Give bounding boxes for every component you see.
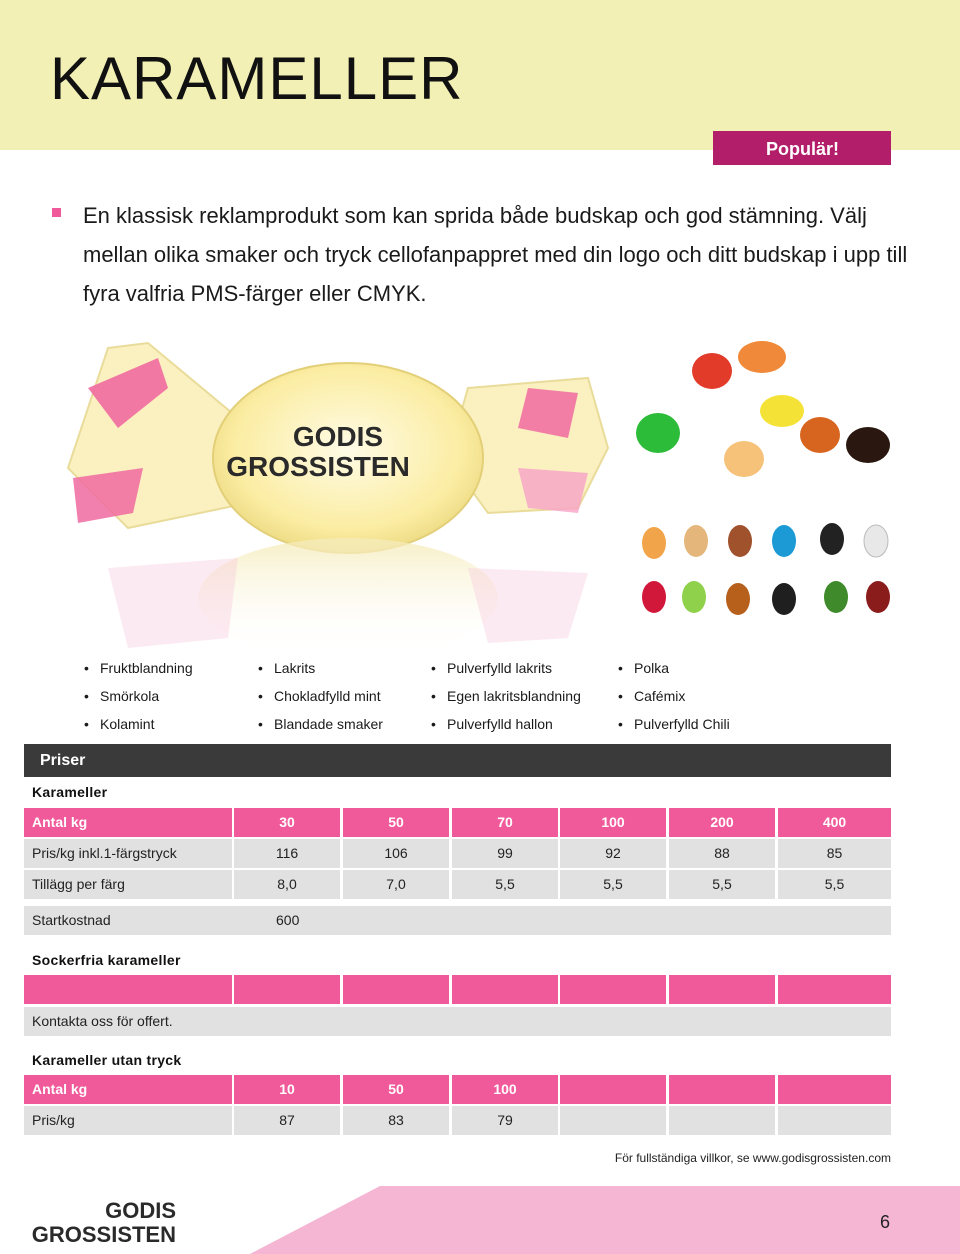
table-row <box>24 839 891 868</box>
table-cell: Antal kg <box>24 1075 232 1104</box>
table-cell: 200 <box>669 808 775 837</box>
table-cell: Antal kg <box>24 808 232 837</box>
table-header-row <box>24 975 891 1004</box>
table-cell: 5,5 <box>778 870 891 899</box>
flavor-item: • Lakrits <box>258 660 315 676</box>
table-cell <box>234 975 340 1004</box>
page-title: KARAMELLER <box>50 45 464 112</box>
table-row <box>24 1007 891 1036</box>
table-cell <box>24 975 232 1004</box>
table-cell <box>560 1075 666 1104</box>
table-cell: 100 <box>452 1075 558 1104</box>
table-cell <box>778 975 891 1004</box>
flavor-item: • Fruktblandning <box>84 660 193 676</box>
table-cell: 87 <box>234 1106 340 1135</box>
square-bullet-icon <box>52 208 61 217</box>
flavor-item: • Pulverfylld Chili <box>618 716 730 732</box>
table-row <box>24 870 891 899</box>
popular-badge-label: Populär! <box>765 139 839 159</box>
table-cell: 100 <box>560 808 666 837</box>
table-cell: Pris/kg <box>24 1106 232 1135</box>
terms-footnote: För fullständiga villkor, se www.godisgrossisten.com <box>614 1151 891 1165</box>
table-cell <box>343 975 449 1004</box>
godisgrossisten-logo <box>26 1198 176 1246</box>
table-cell: 5,5 <box>452 870 558 899</box>
flavor-item: • Blandade smaker <box>258 716 383 732</box>
flavor-item: • Smörkola <box>84 688 159 704</box>
table-cell: 30 <box>234 808 340 837</box>
prices-heading: Priser <box>40 752 86 769</box>
karameller-label: Karameller <box>32 784 108 800</box>
table-cell: Startkostnad <box>24 906 891 935</box>
table-cell <box>778 1106 891 1135</box>
table-cell: 92 <box>560 839 666 868</box>
intro-text: En klassisk reklamprodukt som kan sprida både budskap och god stämning. Välj mellan olika smaker och tryck cellofanpappret med din logo och ditt budskap i upp till fyra valfria PMS-färger eller CMYK. <box>83 203 908 306</box>
table-cell: 50 <box>343 1075 449 1104</box>
table-cell: 85 <box>778 839 891 868</box>
table-cell <box>560 975 666 1004</box>
table-cell: 10 <box>234 1075 340 1104</box>
logo-line1: GODIS <box>105 1198 176 1223</box>
table-cell: 116 <box>234 839 340 868</box>
flavor-item: • Polka <box>618 660 669 676</box>
flavor-item: • Pulverfylld hallon <box>431 716 553 732</box>
table-cell <box>560 1106 666 1135</box>
table-cell: 50 <box>343 808 449 837</box>
logo-line2: GROSSISTEN <box>31 1222 176 1246</box>
table-cell: Kontakta oss för offert. <box>24 1007 891 1036</box>
table-cell: 600 <box>276 912 300 928</box>
table-cell <box>669 975 775 1004</box>
table-cell: 106 <box>343 839 449 868</box>
utan-tryck-label: Karameller utan tryck <box>32 1052 182 1068</box>
intro-paragraph <box>50 196 910 313</box>
flavor-item: • Cafémix <box>618 688 685 704</box>
table-cell: 88 <box>669 839 775 868</box>
table-cell <box>669 1075 775 1104</box>
flavor-item: • Pulverfylld lakrits <box>431 660 552 676</box>
table-header-row <box>24 1075 891 1104</box>
prices-heading-bar <box>24 744 891 777</box>
candy-logo-line1: GODIS <box>292 421 384 452</box>
candy-logo-line2: GROSSISTEN <box>226 451 410 482</box>
startkostnad-row <box>24 906 891 935</box>
flavor-item: • Chokladfylld mint <box>258 688 381 704</box>
assorted-candies-image <box>628 335 928 635</box>
popular-badge <box>713 131 891 165</box>
flavor-item: • Egen lakritsblandning <box>431 688 581 704</box>
page-number: 6 <box>880 1212 891 1232</box>
table-cell: Pris/kg inkl.1-färgstryck <box>24 839 232 868</box>
table-cell: 83 <box>343 1106 449 1135</box>
table-cell: 5,5 <box>669 870 775 899</box>
wrapped-candy-image <box>48 318 628 658</box>
table-cell: 8,0 <box>234 870 340 899</box>
table-cell: 400 <box>778 808 891 837</box>
table-cell: 99 <box>452 839 558 868</box>
table-cell: 79 <box>452 1106 558 1135</box>
table-header-row <box>24 808 891 837</box>
table-row <box>24 1106 891 1135</box>
table-cell: 5,5 <box>560 870 666 899</box>
table-cell <box>778 1075 891 1104</box>
table-cell: Tillägg per färg <box>24 870 232 899</box>
table-cell <box>669 1106 775 1135</box>
table-cell: 70 <box>452 808 558 837</box>
sockerfria-label: Sockerfria karameller <box>32 952 181 968</box>
table-cell: 7,0 <box>343 870 449 899</box>
table-cell <box>452 975 558 1004</box>
flavor-item: • Kolamint <box>84 716 154 732</box>
